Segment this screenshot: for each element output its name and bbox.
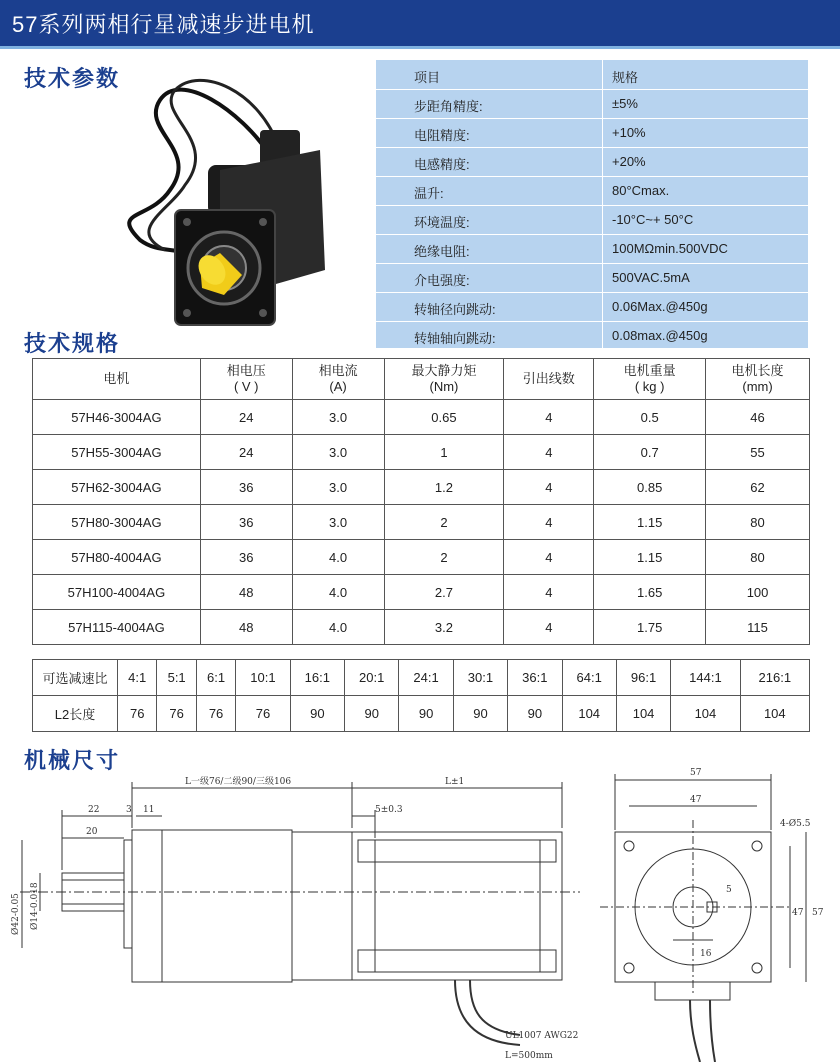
spec-cell: 4 (504, 435, 594, 470)
param-value: 100MΩmin.500VDC (612, 241, 728, 256)
ratio-cell: 90 (508, 696, 562, 732)
dim-front-57: 57 (690, 768, 702, 778)
spec-header-cell: 最大静力矩 (Nm) (384, 359, 504, 400)
params-row (376, 263, 808, 293)
param-value: 80°Cmax. (612, 183, 670, 198)
spec-cell: 3.0 (292, 505, 384, 540)
spec-cell: 115 (706, 610, 810, 645)
dim-vertical-47: 47 (792, 908, 804, 918)
ratio-cell: 76 (236, 696, 290, 732)
spec-cell: 24 (200, 435, 292, 470)
params-row (376, 234, 808, 264)
params-row (376, 89, 808, 119)
params-head-value: 规格 (612, 70, 639, 85)
table-row (33, 435, 810, 470)
spec-cell: 57H46-3004AG (33, 400, 201, 435)
spec-cell: 4.0 (292, 540, 384, 575)
spec-cell: 57H62-3004AG (33, 470, 201, 505)
page-title: 57系列两相行星减速步进电机 (12, 12, 315, 37)
section-title-specs: 技术规格 (24, 331, 121, 356)
spec-cell: 0.65 (384, 400, 504, 435)
spec-cell: 4 (504, 400, 594, 435)
ratio-cell: 104 (740, 696, 809, 732)
dim-key-5: 5 (726, 885, 732, 895)
param-value: ±5% (612, 96, 638, 111)
spec-cell: 4 (504, 575, 594, 610)
section-title-params: 技术参数 (24, 66, 121, 91)
spec-cell: 4.0 (292, 610, 384, 645)
dim-3: 3 (126, 805, 132, 815)
spec-cell: 48 (200, 575, 292, 610)
motor-photo (120, 70, 360, 335)
cable-length: L=500mm (505, 1051, 553, 1061)
spec-cell: 1.2 (384, 470, 504, 505)
spec-cell: 1.75 (594, 610, 706, 645)
params-row (376, 118, 808, 148)
spec-header-cell: 相电流 (A) (292, 359, 384, 400)
spec-cell: 100 (706, 575, 810, 610)
mechanical-drawing (0, 760, 840, 1062)
dim-l2-label: L±1 (445, 777, 465, 787)
param-key: 环境温度: (414, 215, 470, 230)
params-header-row (376, 60, 808, 90)
ratio-cell: 90 (345, 696, 399, 732)
spec-header-row (33, 359, 810, 400)
ratio-cell: L2长度 (33, 696, 118, 732)
params-table (376, 60, 808, 348)
dim-22: 22 (88, 805, 100, 815)
spec-cell: 57H80-4004AG (33, 540, 201, 575)
spec-cell: 4.0 (292, 575, 384, 610)
ratio-cell: 76 (196, 696, 235, 732)
ratio-cell: 76 (157, 696, 196, 732)
param-key: 转轴径向跳动: (414, 302, 496, 317)
spec-header-cell: 电机长度 (mm) (706, 359, 810, 400)
dim-front-47: 47 (690, 795, 702, 805)
param-key: 步距角精度: (414, 99, 483, 114)
header-bar (0, 0, 840, 46)
param-value: 500VAC.5mA (612, 270, 690, 285)
spec-cell: 4 (504, 540, 594, 575)
ratio-cell: 76 (118, 696, 157, 732)
spec-cell: 46 (706, 400, 810, 435)
ratio-cell: 64:1 (562, 660, 616, 696)
ratio-cell: 104 (671, 696, 740, 732)
params-row (376, 205, 808, 235)
spec-cell: 4 (504, 610, 594, 645)
param-key: 转轴轴向跳动: (414, 331, 496, 346)
dim-holes: 4-Ø5.5 (780, 819, 811, 829)
ratio-row (33, 660, 810, 696)
spec-cell: 36 (200, 470, 292, 505)
spec-cell: 1.15 (594, 540, 706, 575)
spec-table (32, 358, 810, 645)
spec-cell: 2 (384, 505, 504, 540)
ratio-cell: 可选减速比 (33, 660, 118, 696)
spec-cell: 3.0 (292, 435, 384, 470)
ratio-row (33, 696, 810, 732)
ratio-cell: 90 (290, 696, 344, 732)
dim-l-label: L一级76/二级90/三级106 (185, 777, 292, 787)
param-value: +10% (612, 125, 646, 140)
ratio-cell: 4:1 (118, 660, 157, 696)
spec-cell: 1 (384, 435, 504, 470)
dim-vertical-57: 57 (812, 908, 824, 918)
table-row (33, 470, 810, 505)
spec-cell: 3.0 (292, 400, 384, 435)
table-row (33, 575, 810, 610)
spec-cell: 4 (504, 470, 594, 505)
spec-cell: 57H80-3004AG (33, 505, 201, 540)
spec-header-cell: 电机 (33, 359, 201, 400)
ratio-cell: 144:1 (671, 660, 740, 696)
spec-header-cell: 引出线数 (504, 359, 594, 400)
cable-spec: UL1007 AWG22 (505, 1031, 579, 1041)
spec-cell: 0.85 (594, 470, 706, 505)
spec-cell: 3.0 (292, 470, 384, 505)
ratio-cell: 90 (399, 696, 453, 732)
ratio-cell: 104 (562, 696, 616, 732)
spec-cell: 36 (200, 540, 292, 575)
spec-header-cell: 相电压 ( V ) (200, 359, 292, 400)
params-row (376, 292, 808, 322)
table-row (33, 540, 810, 575)
ratio-cell: 30:1 (453, 660, 507, 696)
params-row (376, 176, 808, 206)
spec-cell: 24 (200, 400, 292, 435)
spec-cell: 57H100-4004AG (33, 575, 201, 610)
spec-cell: 80 (706, 505, 810, 540)
spec-cell: 80 (706, 540, 810, 575)
params-row (376, 321, 808, 350)
spec-cell: 1.15 (594, 505, 706, 540)
param-value: 0.06Max.@450g (612, 299, 708, 314)
ratio-cell: 216:1 (740, 660, 809, 696)
ratio-cell: 20:1 (345, 660, 399, 696)
spec-cell: 0.7 (594, 435, 706, 470)
spec-cell: 3.2 (384, 610, 504, 645)
param-key: 电阻精度: (414, 128, 470, 143)
dim-5: 5±0.3 (375, 805, 403, 815)
spec-cell: 57H115-4004AG (33, 610, 201, 645)
ratio-cell: 90 (453, 696, 507, 732)
dim-dia14: Ø14-0.018 (30, 882, 40, 930)
table-row (33, 400, 810, 435)
ratio-table (32, 659, 810, 732)
spec-cell: 55 (706, 435, 810, 470)
spec-cell: 1.65 (594, 575, 706, 610)
spec-cell: 0.5 (594, 400, 706, 435)
ratio-cell: 16:1 (290, 660, 344, 696)
spec-cell: 36 (200, 505, 292, 540)
dim-dia42: Ø42-0.05 (11, 893, 21, 935)
dim-20: 20 (86, 827, 98, 837)
dim-16: 16 (700, 949, 712, 959)
header-stripe (0, 46, 840, 49)
params-row (376, 147, 808, 177)
ratio-cell: 24:1 (399, 660, 453, 696)
spec-cell: 62 (706, 470, 810, 505)
spec-cell: 48 (200, 610, 292, 645)
param-value: -10°C~+ 50°C (612, 212, 694, 227)
ratio-cell: 104 (616, 696, 670, 732)
spec-cell: 57H55-3004AG (33, 435, 201, 470)
spec-cell: 2.7 (384, 575, 504, 610)
spec-cell: 4 (504, 505, 594, 540)
param-value: 0.08max.@450g (612, 328, 708, 343)
params-head-key: 项目 (414, 70, 441, 85)
spec-cell: 2 (384, 540, 504, 575)
ratio-cell: 5:1 (157, 660, 196, 696)
param-key: 介电强度: (414, 273, 470, 288)
table-row (33, 610, 810, 645)
ratio-cell: 96:1 (616, 660, 670, 696)
param-value: +20% (612, 154, 646, 169)
param-key: 电感精度: (414, 157, 470, 172)
ratio-cell: 6:1 (196, 660, 235, 696)
ratio-cell: 36:1 (508, 660, 562, 696)
param-key: 温升: (414, 186, 444, 201)
table-row (33, 505, 810, 540)
spec-header-cell: 电机重量 ( kg ) (594, 359, 706, 400)
dim-11: 11 (143, 805, 155, 815)
section-title-dims: 机械尺寸 (24, 748, 121, 773)
param-key: 绝缘电阻: (414, 244, 470, 259)
ratio-cell: 10:1 (236, 660, 290, 696)
